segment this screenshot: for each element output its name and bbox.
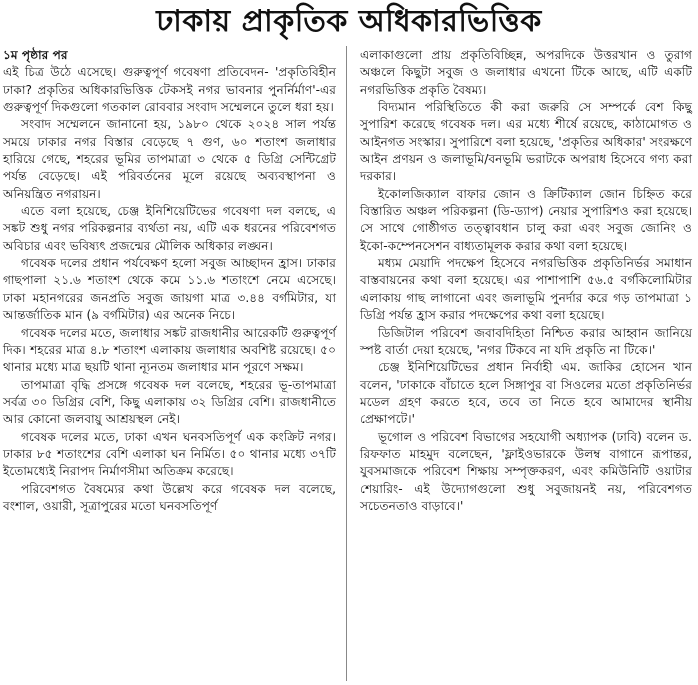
column-divider [346,46,347,681]
paragraph: ডিজিটাল পরিবেশ জবাবদিহিতা নিশ্চিত করার আহ্বান জানিয়ে স্পষ্ট বার্তা দেয়া হয়েছে, 'নগর টিকবে না যদি প্রকৃতি না টিকে।' [360,325,692,357]
paragraph: সংবাদ সম্মেলনে জানানো হয়, ১৯৮০ থেকে ২০২৪ সাল পর্যন্ত সময়ে ঢাকার নগর বিস্তার বেড়েছে ৭ গুণ, ৬০ শতাংশ জলাধার হারিয়ে গেছে, শহরের ভূমির তাপমাত্রা ৩ থেকে ৫ ডিগ্রি সেন্টিগ্রেট পর্যন্ত বেড়েছে। এই পরিবর্তনের মূলে রয়েছে অব্যবস্থাপনা ও অনিয়ন্ত্রিত নগরায়ন। [3,117,336,201]
paragraph: ভূগোল ও পরিবেশ বিভাগের সহযোগী অধ্যাপক (ঢাবি) বলেন ড. রিফফাত মাহমুদ বলেছেন, 'ফ্লাইওভারকে উলম্ব বাগানে রূপান্তর, যুবসমাজকে পরিবেশ শিক্ষায় সম্পৃক্তকরণ, এবং কমিউনিটি ওয়াটার শেয়ারিং- এই উদ্যোগগুলো শুধু সবুজায়নই নয়, পরিবেশগত সচেতনতাও বাড়াবে।' [360,429,692,513]
paragraph: এই চিত্র উঠে এসেছে। গুরুত্বপূর্ণ গবেষণা প্রতিবেদন- 'প্রকৃতিবিহীন ঢাকা? প্রকৃতির অধিকারভিত্তিক টেকসই নগর ভাবনার পুনর্নির্মাণ'-এর গুরুত্বপূর্ণ দিকগুলো গতকাল রোববার সংবাদ সম্মেলনে তুলে ধরা হয়। [3,65,336,115]
paragraph: এতে বলা হয়েছে, চেঞ্জ ইনিশিয়েটিভের গবেষণা দল বলছে, এ সঙ্কট শুধু নগর পরিকল্পনার ব্যর্থতা নয়, এটি এক ধরনের পরিবেশগত অবিচার এবং ভবিষ্যৎ প্রজন্মের মৌলিক অধিকার লঙ্ঘন। [3,204,336,253]
paragraph: গবেষক দলের মতে, ঢাকা এখন ঘনবসতিপূর্ণ এক কংক্রিট নগর। ঢাকার ৮৫ শতাংশের বেশি এলাকা ঘন নির্মিত। ৫০ থানার মধ্যে ৩৭টি ইতোমধ্যেই নিরাপদ নির্মাণসীমা অতিক্রম করেছে। [3,429,336,479]
paragraph: গবেষক দলের প্রধান পর্যবেক্ষণ হলো সবুজ আচ্ছাদন হ্রাস। ঢাকার গাছপালা ২১.৬ শতাংশ থেকে কমে ১১.৬ শতাংশে নেমে এসেছে। ঢাকা মহানগরের জনপ্রতি সবুজ জায়গা মাত্র ৩.৪৪ বর্গমিটার, যা আন্তর্জাতিক মান (৯ বর্গমিটার) এর অনেক নিচে। [3,256,336,323]
paragraph: গবেষক দলের মতে, জলাধার সঙ্কট রাজধানীর আরেকটি গুরুত্বপূর্ণ দিক। শহরের মাত্র ৪.৮ শতাংশ এলাকায় জলাধার অবশিষ্ট রয়েছে। ৫০ থানার মধ্যে মাত্র ছয়টি থানা ন্যূনতম জলাধার মান পূরণে সক্ষম। [3,325,336,375]
paragraph: এলাকাগুলো প্রায় প্রকৃতিবিচ্ছিন্ন, অপরদিকে উত্তরখান ও তুরাগ অঞ্চলে কিছুটা সবুজ ও জলাধার এখনো টিকে আছে, এটি একটি নগরভিত্তিক প্রকৃতি বৈষম্য। [360,48,692,97]
paragraph: চেঞ্জ ইনিশিয়েটিভের প্রধান নির্বাহী এম. জাকির হোসেন খান বলেন, 'ঢাকাকে বাঁচাতে হলে সিঙ্গাপুর বা সিওলের মতো প্রকৃতিনির্ভর মডেল গ্রহণ করতে হবে, তবে তা নিতে হবে আমাদের স্থানীয় প্রেক্ষাপটে।' [360,360,692,427]
paragraph: বিদ্যমান পরিস্থিতিতে কী করা জরুরি সে সম্পর্কে বেশ কিছু সুপারিশ করেছে গবেষক দল। এর মধ্যে শীর্ষে রয়েছে, কাঠামোগত ও আইনগত সংস্কার। সুপারিশে বলা হয়েছে, 'প্রকৃতির অধিকার' সংরক্ষণে আইন প্রণয়ন ও জলাভূমি/বনভূমি ভরাটকে অপরাধ হিসেবে গণ্য করা দরকার। [360,100,692,184]
article-headline: ঢাকায় প্রাকৃতিক অধিকারভিত্তিক [156,4,542,39]
paragraph: মধ্যম মেয়াদি পদক্ষেপ হিসেবে নগরভিত্তিক প্রকৃতিনির্ভর সমাধান বাস্তবায়নের কথা বলা হয়েছে। এর পাশাপাশি ৫৬.৫ বর্গকিলোমিটার এলাকায় গাছ লাগানো এবং জলাভূমি পুনর্দার করে গড় তাপমাত্রা ১ ডিগ্রি পর্যন্ত হ্রাস করার পদক্ষেপের কথা বলা হয়েছে। [360,256,692,323]
paragraph: ইকোলজিক্যাল বাফার জোন ও ক্রিটিক্যাল জোন চিহ্নিত করে বিস্তারিত অঞ্চল পরিকল্পনা (ডি-ড্যাপ) নেয়ার সুপারিশও করা হয়েছে। সে সাথে গোষ্ঠীগত তত্ত্বাবধান চালু করা এবং সবুজ জোনিং ও ইকো-কম্পেনসেশন বাধ্যতামূলক করার কথা বলা হয়েছে। [360,186,692,253]
article-column-right [360,47,692,515]
paragraph: পরিবেশগত বৈষম্যের কথা উল্লেখ করে গবেষক দল বলেছে, বংশাল, ওয়ারী, সূত্রাপুরের মতো ঘনবসতিপূর্ণ [3,481,336,513]
paragraph: তাপমাত্রা বৃদ্ধি প্রসঙ্গে গবেষক দল বলেছে, শহরের ভূ-তাপমাত্রা সর্বত্র ৩০ ডিগ্রির বেশি, কিছু এলাকায় ৩২ ডিগ্রির বেশি। রাজধানীতে আর কোনো জলবায়ু আশ্রয়স্থল নেই। [3,377,336,427]
continuation-kicker: ১ম পৃষ্ঠার পর [3,48,68,62]
article-column-left [3,47,336,515]
